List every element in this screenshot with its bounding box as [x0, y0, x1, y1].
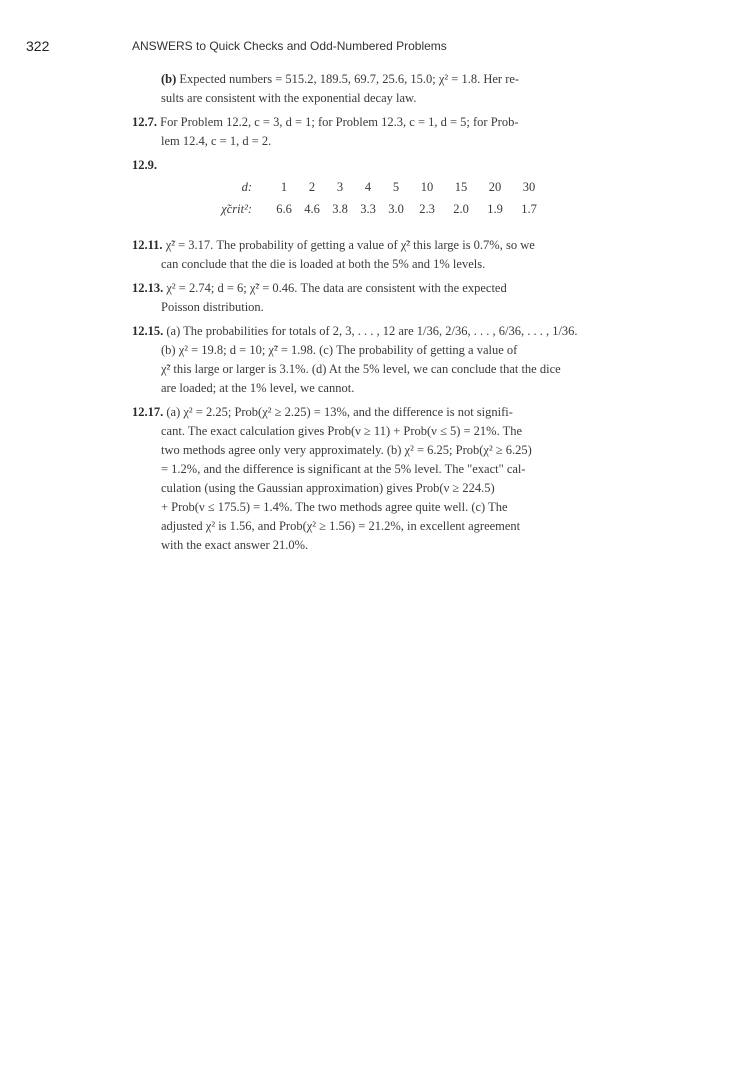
critical-values-table [204, 178, 657, 222]
answer-line: = 1.2%, and the difference is significant at the 5% level. The "exact" cal- [161, 462, 526, 476]
problem-number: 12.17. [132, 405, 164, 419]
problem-number: 12.15. [132, 324, 164, 338]
answer-12-15 [132, 322, 657, 398]
table-cell: 2.3 [419, 202, 435, 216]
table-cell: 6.6 [276, 202, 292, 216]
answer-line [132, 113, 657, 132]
table-cell: 3.8 [332, 202, 348, 216]
answer-line: can conclude that the die is loaded at both the 5% and 1% levels. [161, 257, 486, 271]
answer-12-7 [132, 113, 657, 151]
table-cell: 10 [420, 180, 434, 194]
table-cell: 1.9 [487, 202, 503, 216]
answer-line: are loaded; at the 1% level, we cannot. [161, 381, 355, 395]
answer-12-13 [132, 279, 657, 317]
table-cell: 20 [488, 180, 502, 194]
answers-content [132, 70, 657, 560]
answer-line: adjusted χ² is 1.56, and Prob(χ² ≥ 1.56) = 21.2%, in excellent agreement [161, 519, 521, 533]
answer-line: sults are consistent with the exponential decay law. [161, 91, 417, 105]
answer-line [132, 236, 657, 255]
answer-line [132, 70, 657, 89]
running-head: ANSWERS to Quick Checks and Odd-Numbered Problems [132, 39, 447, 53]
table-row-d [204, 178, 657, 200]
table-cell: 3.0 [388, 202, 404, 216]
answer-line: + Prob(ν ≤ 175.5) = 1.4%. The two methods agree quite well. (c) The [161, 500, 508, 514]
answer-text: For Problem 12.2, c = 3, d = 1; for Problem 12.3, c = 1, d = 5; for Prob- [160, 115, 519, 129]
table-cell: 5 [392, 180, 400, 194]
row-label: d: [241, 180, 252, 194]
answer-line: lem 12.4, c = 1, d = 2. [161, 134, 272, 148]
table-row-chi-crit [204, 200, 657, 222]
page-header [26, 38, 706, 58]
problem-number: 12.11. [132, 238, 163, 252]
answer-12-5b [132, 70, 657, 108]
table-cell: 30 [522, 180, 536, 194]
answer-line: Poisson distribution. [161, 300, 264, 314]
answer-text: χ̃² = 3.17. The probability of getting a value of χ̃² this large is 0.7%, so we [165, 238, 535, 252]
answer-line [132, 322, 657, 341]
answer-text: (a) The probabilities for totals of 2, 3, . . . , 12 are 1/36, 2/36, . . . , 6/36, . . . , 1/36. [166, 324, 578, 338]
answer-line: (b) χ² = 19.8; d = 10; χ̃² = 1.98. (c) The probability of getting a value of [161, 343, 518, 357]
answer-text: Expected numbers = 515.2, 189.5, 69.7, 25.6, 15.0; χ² = 1.8. Her re- [179, 72, 520, 86]
table-cell: 4.6 [304, 202, 320, 216]
problem-number: 12.13. [132, 281, 164, 295]
problem-number: 12.7. [132, 115, 157, 129]
answer-text: χ² = 2.74; d = 6; χ̃² = 0.46. The data are consistent with the expected [166, 281, 507, 295]
row-label: χ̃crit²: [221, 202, 252, 216]
table-cell: 1.7 [521, 202, 537, 216]
table-cell: 4 [364, 180, 372, 194]
answer-line: culation (using the Gaussian approximation) gives Prob(ν ≥ 224.5) [161, 481, 495, 495]
answer-line [132, 403, 657, 422]
table-cell: 3.3 [360, 202, 376, 216]
table-cell: 1 [280, 180, 288, 194]
problem-number: 12.9. [132, 158, 157, 172]
table-cell: 2 [308, 180, 316, 194]
table-cell: 3 [336, 180, 344, 194]
part-label: (b) [161, 72, 177, 86]
table-cell: 2.0 [453, 202, 469, 216]
page-number: 322 [26, 38, 50, 54]
answer-12-17 [132, 403, 657, 555]
answer-line [132, 156, 657, 175]
answer-line [132, 279, 657, 298]
answer-line: cant. The exact calculation gives Prob(ν ≥ 11) + Prob(ν ≤ 5) = 21%. The [161, 424, 523, 438]
answer-line: with the exact answer 21.0%. [161, 538, 309, 552]
answer-line: two methods agree only very approximately. (b) χ² = 6.25; Prob(χ² ≥ 6.25) [161, 443, 532, 457]
answer-12-11 [132, 236, 657, 274]
answer-line: χ̃² this large or larger is 3.1%. (d) At the 5% level, we can conclude that the dice [161, 362, 561, 376]
answer-12-9 [132, 156, 657, 222]
table-cell: 15 [454, 180, 468, 194]
answer-text: (a) χ² = 2.25; Prob(χ² ≥ 2.25) = 13%, and the difference is not signifi- [166, 405, 513, 419]
